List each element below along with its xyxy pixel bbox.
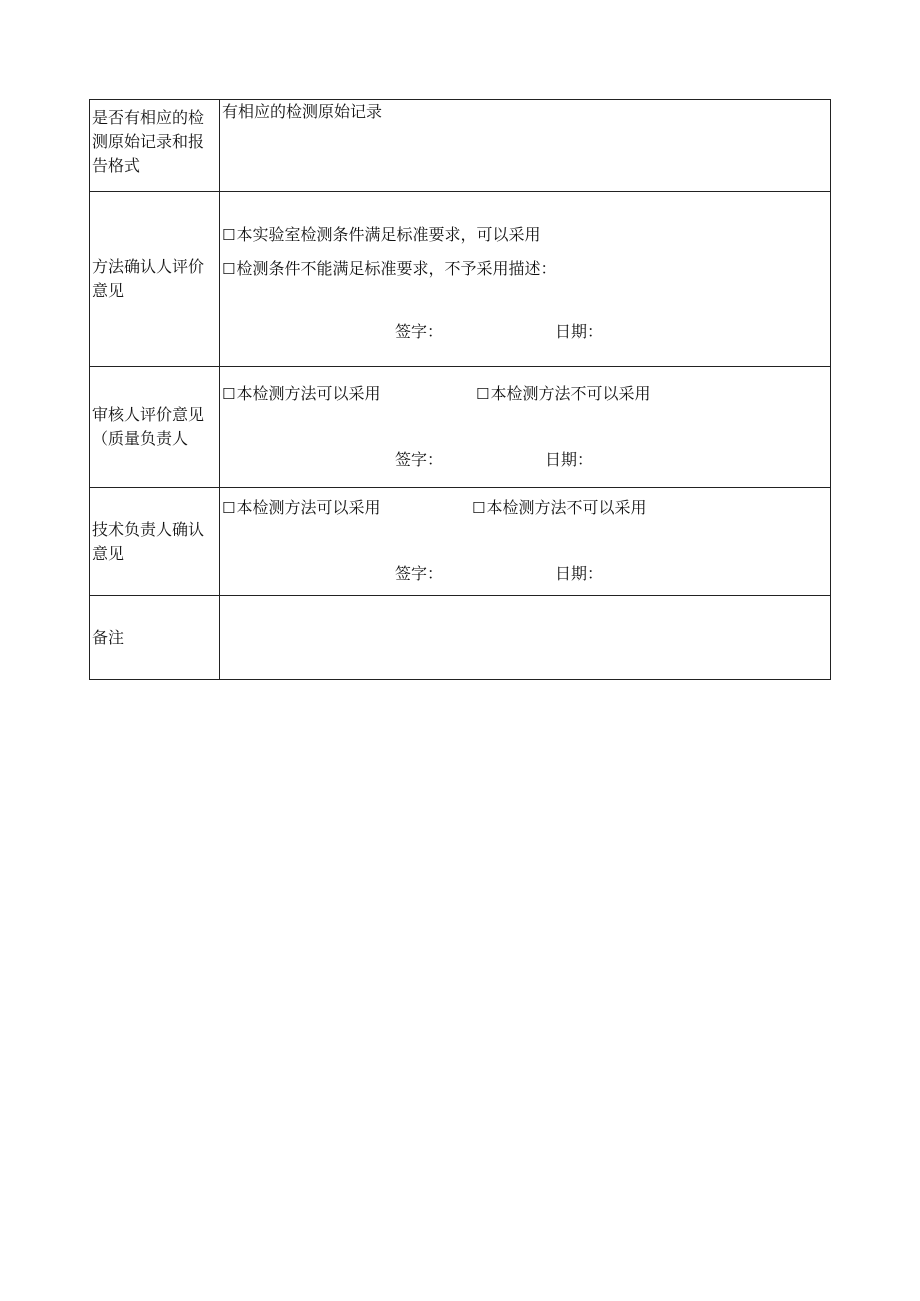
checkbox-icon[interactable]: ☐ <box>222 385 236 403</box>
label-text: 方法确认人评价意见 <box>92 257 205 300</box>
date-label: 日期： <box>555 322 604 341</box>
option-not-adopt[interactable] <box>476 382 650 406</box>
option-adopt[interactable] <box>222 382 380 406</box>
row-content <box>220 192 831 367</box>
option-not-adopt[interactable] <box>472 496 646 520</box>
signature-label: 签字： <box>395 564 444 583</box>
signature-label: 签字： <box>395 322 444 341</box>
checkbox-icon[interactable]: ☐ <box>222 226 236 244</box>
row-label <box>90 488 220 596</box>
option-not-satisfies[interactable] <box>222 257 556 281</box>
row-method-confirmer <box>90 192 831 367</box>
row-content[interactable] <box>220 100 831 192</box>
row-label <box>90 367 220 488</box>
remarks-field[interactable] <box>220 596 831 680</box>
row-technical-lead <box>90 488 831 596</box>
option-adopt[interactable] <box>222 496 380 520</box>
option-label: 本检测方法可以采用 <box>236 384 381 403</box>
option-label: 检测条件不能满足标准要求，不予采用描述： <box>236 259 557 278</box>
date-label: 日期： <box>545 450 594 469</box>
content-text: 有相应的检测原始记录 <box>222 102 383 121</box>
row-record-format <box>90 100 831 192</box>
row-content <box>220 367 831 488</box>
option-satisfies[interactable] <box>222 223 540 247</box>
date-label: 日期： <box>555 564 604 583</box>
checkbox-icon[interactable]: ☐ <box>472 499 486 517</box>
label-text: 技术负责人确认意见 <box>92 519 205 563</box>
row-label <box>90 596 220 680</box>
option-label: 本检测方法不可以采用 <box>486 498 647 517</box>
row-content <box>220 488 831 596</box>
option-label: 本检测方法不可以采用 <box>490 384 651 403</box>
checkbox-icon[interactable]: ☐ <box>222 260 236 278</box>
method-confirmation-form <box>89 99 831 680</box>
label-text: 是否有相应的检测原始记录和报告格式 <box>92 108 205 175</box>
row-reviewer <box>90 367 831 488</box>
option-label: 本检测方法可以采用 <box>236 498 381 517</box>
row-label <box>90 192 220 367</box>
label-text: 审核人评价意见（质量负责人 <box>92 405 205 448</box>
row-remarks <box>90 596 831 680</box>
label-text: 备注 <box>92 627 125 647</box>
row-label <box>90 100 220 192</box>
checkbox-icon[interactable]: ☐ <box>476 385 490 403</box>
signature-label: 签字： <box>395 450 444 469</box>
checkbox-icon[interactable]: ☐ <box>222 499 236 517</box>
option-label: 本实验室检测条件满足标准要求，可以采用 <box>236 225 541 244</box>
